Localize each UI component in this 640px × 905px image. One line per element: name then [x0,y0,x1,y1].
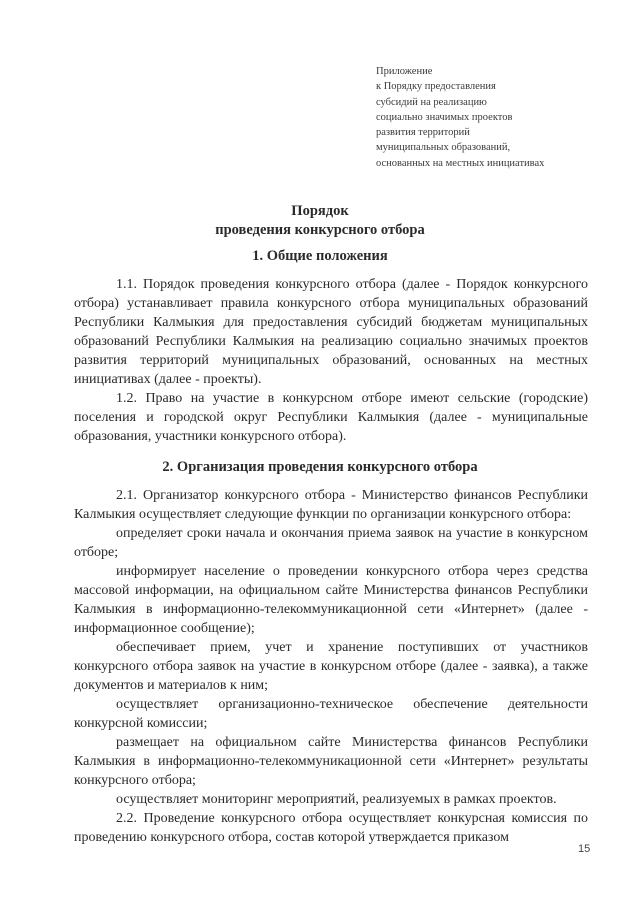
title-line-2: проведения конкурсного отбора [215,222,425,238]
section-2-heading: 2. Организация проведения конкурсного отбора [162,459,478,475]
paragraph-2-1-item: размещает на официальном сайте Министерства финансов Республики Калмыкия в информационно-телекоммуникационной сети «Интернет» результаты конкурсного отбора; [74,735,588,788]
appendix-line: Приложение [376,66,433,77]
appendix-line: основанных на местных инициативах [376,157,545,169]
section-1-body [74,275,588,446]
appendix-line: развития территорий [376,127,470,139]
appendix-note [376,64,544,171]
paragraph-2-1: 2.1. Организатор конкурсного отбора - Министерство финансов Республики Калмыкия осуществляет следующие функции по организации конкурсного отбора: [74,488,588,522]
paragraph-1-2: 1.2. Право на участие в конкурсном отборе имеют сельские (городские) поселения и городской округ Республики Калмыкия (далее - муниципальные образования, участники конкурсного отбора). [74,391,588,444]
appendix-line: социально значимых проектов [376,111,513,123]
title-line-1: Порядок [291,203,349,219]
paragraph-2-1-item: определяет сроки начала и окончания приема заявок на участие в конкурсном отборе; [74,526,588,560]
section-2-body [74,486,588,847]
page-number: 15 [578,843,591,855]
paragraph-2-1-item: осуществляет мониторинг мероприятий, реализуемых в рамках проектов. [116,792,557,807]
section-1-heading: 1. Общие положения [252,248,388,264]
paragraph-1-1: 1.1. Порядок проведения конкурсного отбора (далее - Порядок конкурсного отбора) устанавливает правила конкурсного отбора муниципальных образований Республики Калмыкия для предоставления субсидий бюджетам муниципальных образований Республики Калмыкия на реализацию социально значимых проектов развития территорий муниципальных образований, основанных на местных инициативах (далее - проекты). [74,277,588,387]
appendix-line: субсидий на реализацию [376,96,487,108]
appendix-line: к Порядку предоставления [376,81,496,93]
paragraph-2-1-item: обеспечивает прием, учет и хранение поступивших от участников конкурсного отбора заявок на участие в конкурсном отборе (далее - заявка), а также документов и материалов к ним; [74,640,588,693]
paragraph-2-1-item: осуществляет организационно-техническое обеспечение деятельности конкурсной комиссии; [74,697,588,731]
appendix-line: муниципальных образований, [376,142,511,154]
document-title [0,202,640,240]
paragraph-2-2: 2.2. Проведение конкурсного отбора осуществляет конкурсная комиссия по проведению конкурсного отбора, состав которой утверждается приказом [74,811,588,845]
paragraph-2-1-item: информирует население о проведении конкурсного отбора через средства массовой информации, на официальном сайте Министерства финансов Республики Калмыкия в информационно-телекоммуникационной сети «Интернет» (далее - информационное сообщение); [74,564,588,636]
